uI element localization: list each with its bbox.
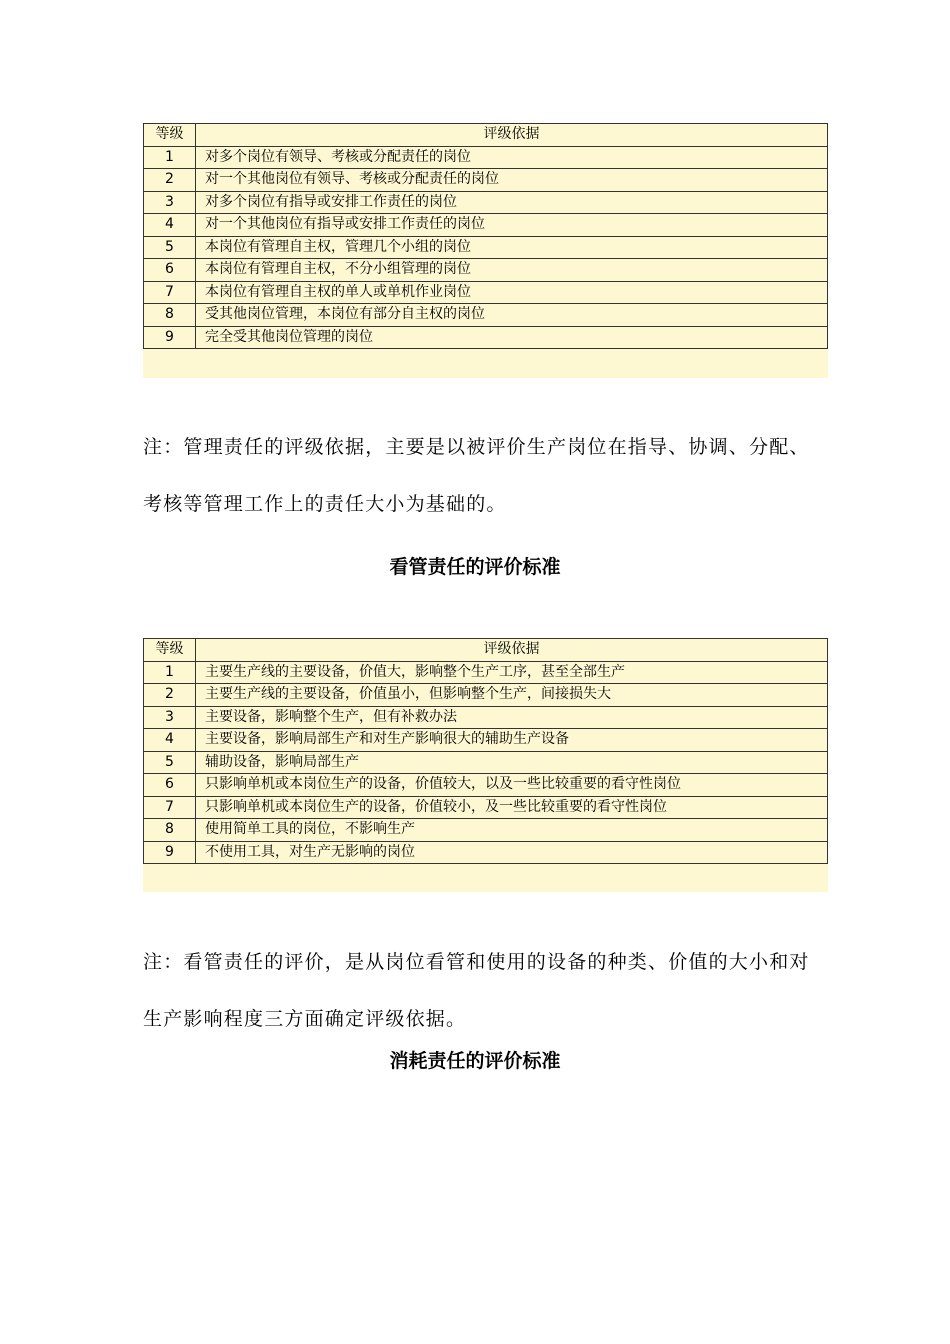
table-header-row <box>144 124 828 147</box>
table-row <box>144 236 828 259</box>
table-row <box>144 304 828 327</box>
table-row <box>144 751 828 774</box>
level-cell: 7 <box>144 796 196 819</box>
basis-cell: 对一个其他岗位有指导或安排工作责任的岗位 <box>196 214 828 237</box>
basis-column-header: 评级依据 <box>196 639 828 662</box>
table-row <box>144 146 828 169</box>
basis-cell: 对多个岗位有领导、考核或分配责任的岗位 <box>196 146 828 169</box>
grade-table <box>143 638 828 864</box>
basis-cell: 本岗位有管理自主权，管理几个小组的岗位 <box>196 236 828 259</box>
table-row <box>144 661 828 684</box>
table-row <box>144 841 828 864</box>
table-row <box>144 326 828 349</box>
table-row <box>144 281 828 304</box>
basis-cell: 主要设备，影响整个生产，但有补救办法 <box>196 706 828 729</box>
basis-cell: 本岗位有管理自主权的单人或单机作业岗位 <box>196 281 828 304</box>
basis-cell: 主要生产线的主要设备，价值虽小，但影响整个生产，间接损失大 <box>196 684 828 707</box>
basis-cell: 对多个岗位有指导或安排工作责任的岗位 <box>196 191 828 214</box>
table-row <box>144 706 828 729</box>
grade-table <box>143 123 828 349</box>
basis-cell: 不使用工具，对生产无影响的岗位 <box>196 841 828 864</box>
table-row <box>144 259 828 282</box>
basis-cell: 本岗位有管理自主权，不分小组管理的岗位 <box>196 259 828 282</box>
custody-note-paragraph: 注：看管责任的评价，是从岗位看管和使用的设备的种类、价值的大小和对生产影响程度三方面确定评级依据。 <box>143 951 810 1030</box>
basis-cell: 使用简单工具的岗位，不影响生产 <box>196 819 828 842</box>
table-row <box>144 796 828 819</box>
level-cell: 8 <box>144 819 196 842</box>
level-cell: 4 <box>144 729 196 752</box>
table-row <box>144 774 828 797</box>
management-responsibility-table <box>143 123 828 378</box>
level-cell: 3 <box>144 191 196 214</box>
level-cell: 2 <box>144 169 196 192</box>
level-cell: 5 <box>144 236 196 259</box>
table-row <box>144 169 828 192</box>
level-cell: 7 <box>144 281 196 304</box>
basis-cell: 完全受其他岗位管理的岗位 <box>196 326 828 349</box>
table-row <box>144 819 828 842</box>
basis-cell: 主要设备，影响局部生产和对生产影响很大的辅助生产设备 <box>196 729 828 752</box>
level-cell: 1 <box>144 146 196 169</box>
basis-cell: 主要生产线的主要设备，价值大，影响整个生产工序，甚至全部生产 <box>196 661 828 684</box>
custody-responsibility-table <box>143 638 828 892</box>
table-row <box>144 729 828 752</box>
basis-cell: 只影响单机或本岗位生产的设备，价值较大，以及一些比较重要的看守性岗位 <box>196 774 828 797</box>
table-header-row <box>144 639 828 662</box>
level-cell: 4 <box>144 214 196 237</box>
level-cell: 3 <box>144 706 196 729</box>
level-column-header: 等级 <box>144 639 196 662</box>
basis-cell: 受其他岗位管理，本岗位有部分自主权的岗位 <box>196 304 828 327</box>
level-cell: 6 <box>144 774 196 797</box>
table-row <box>144 214 828 237</box>
basis-column-header: 评级依据 <box>196 124 828 147</box>
section-title: 看管责任的评价标准 <box>389 556 561 578</box>
table-row <box>144 684 828 707</box>
management-note-paragraph: 注：管理责任的评级依据，主要是以被评价生产岗位在指导、协调、分配、考核等管理工作上的责任大小为基础的。 <box>143 436 810 515</box>
basis-cell: 辅助设备，影响局部生产 <box>196 751 828 774</box>
level-cell: 2 <box>144 684 196 707</box>
level-cell: 9 <box>144 326 196 349</box>
level-cell: 5 <box>144 751 196 774</box>
level-cell: 9 <box>144 841 196 864</box>
level-cell: 8 <box>144 304 196 327</box>
table-row <box>144 191 828 214</box>
basis-cell: 只影响单机或本岗位生产的设备，价值较小，及一些比较重要的看守性岗位 <box>196 796 828 819</box>
level-cell: 1 <box>144 661 196 684</box>
level-cell: 6 <box>144 259 196 282</box>
basis-cell: 对一个其他岗位有领导、考核或分配责任的岗位 <box>196 169 828 192</box>
section-title: 消耗责任的评价标准 <box>389 1050 561 1072</box>
level-column-header: 等级 <box>144 124 196 147</box>
